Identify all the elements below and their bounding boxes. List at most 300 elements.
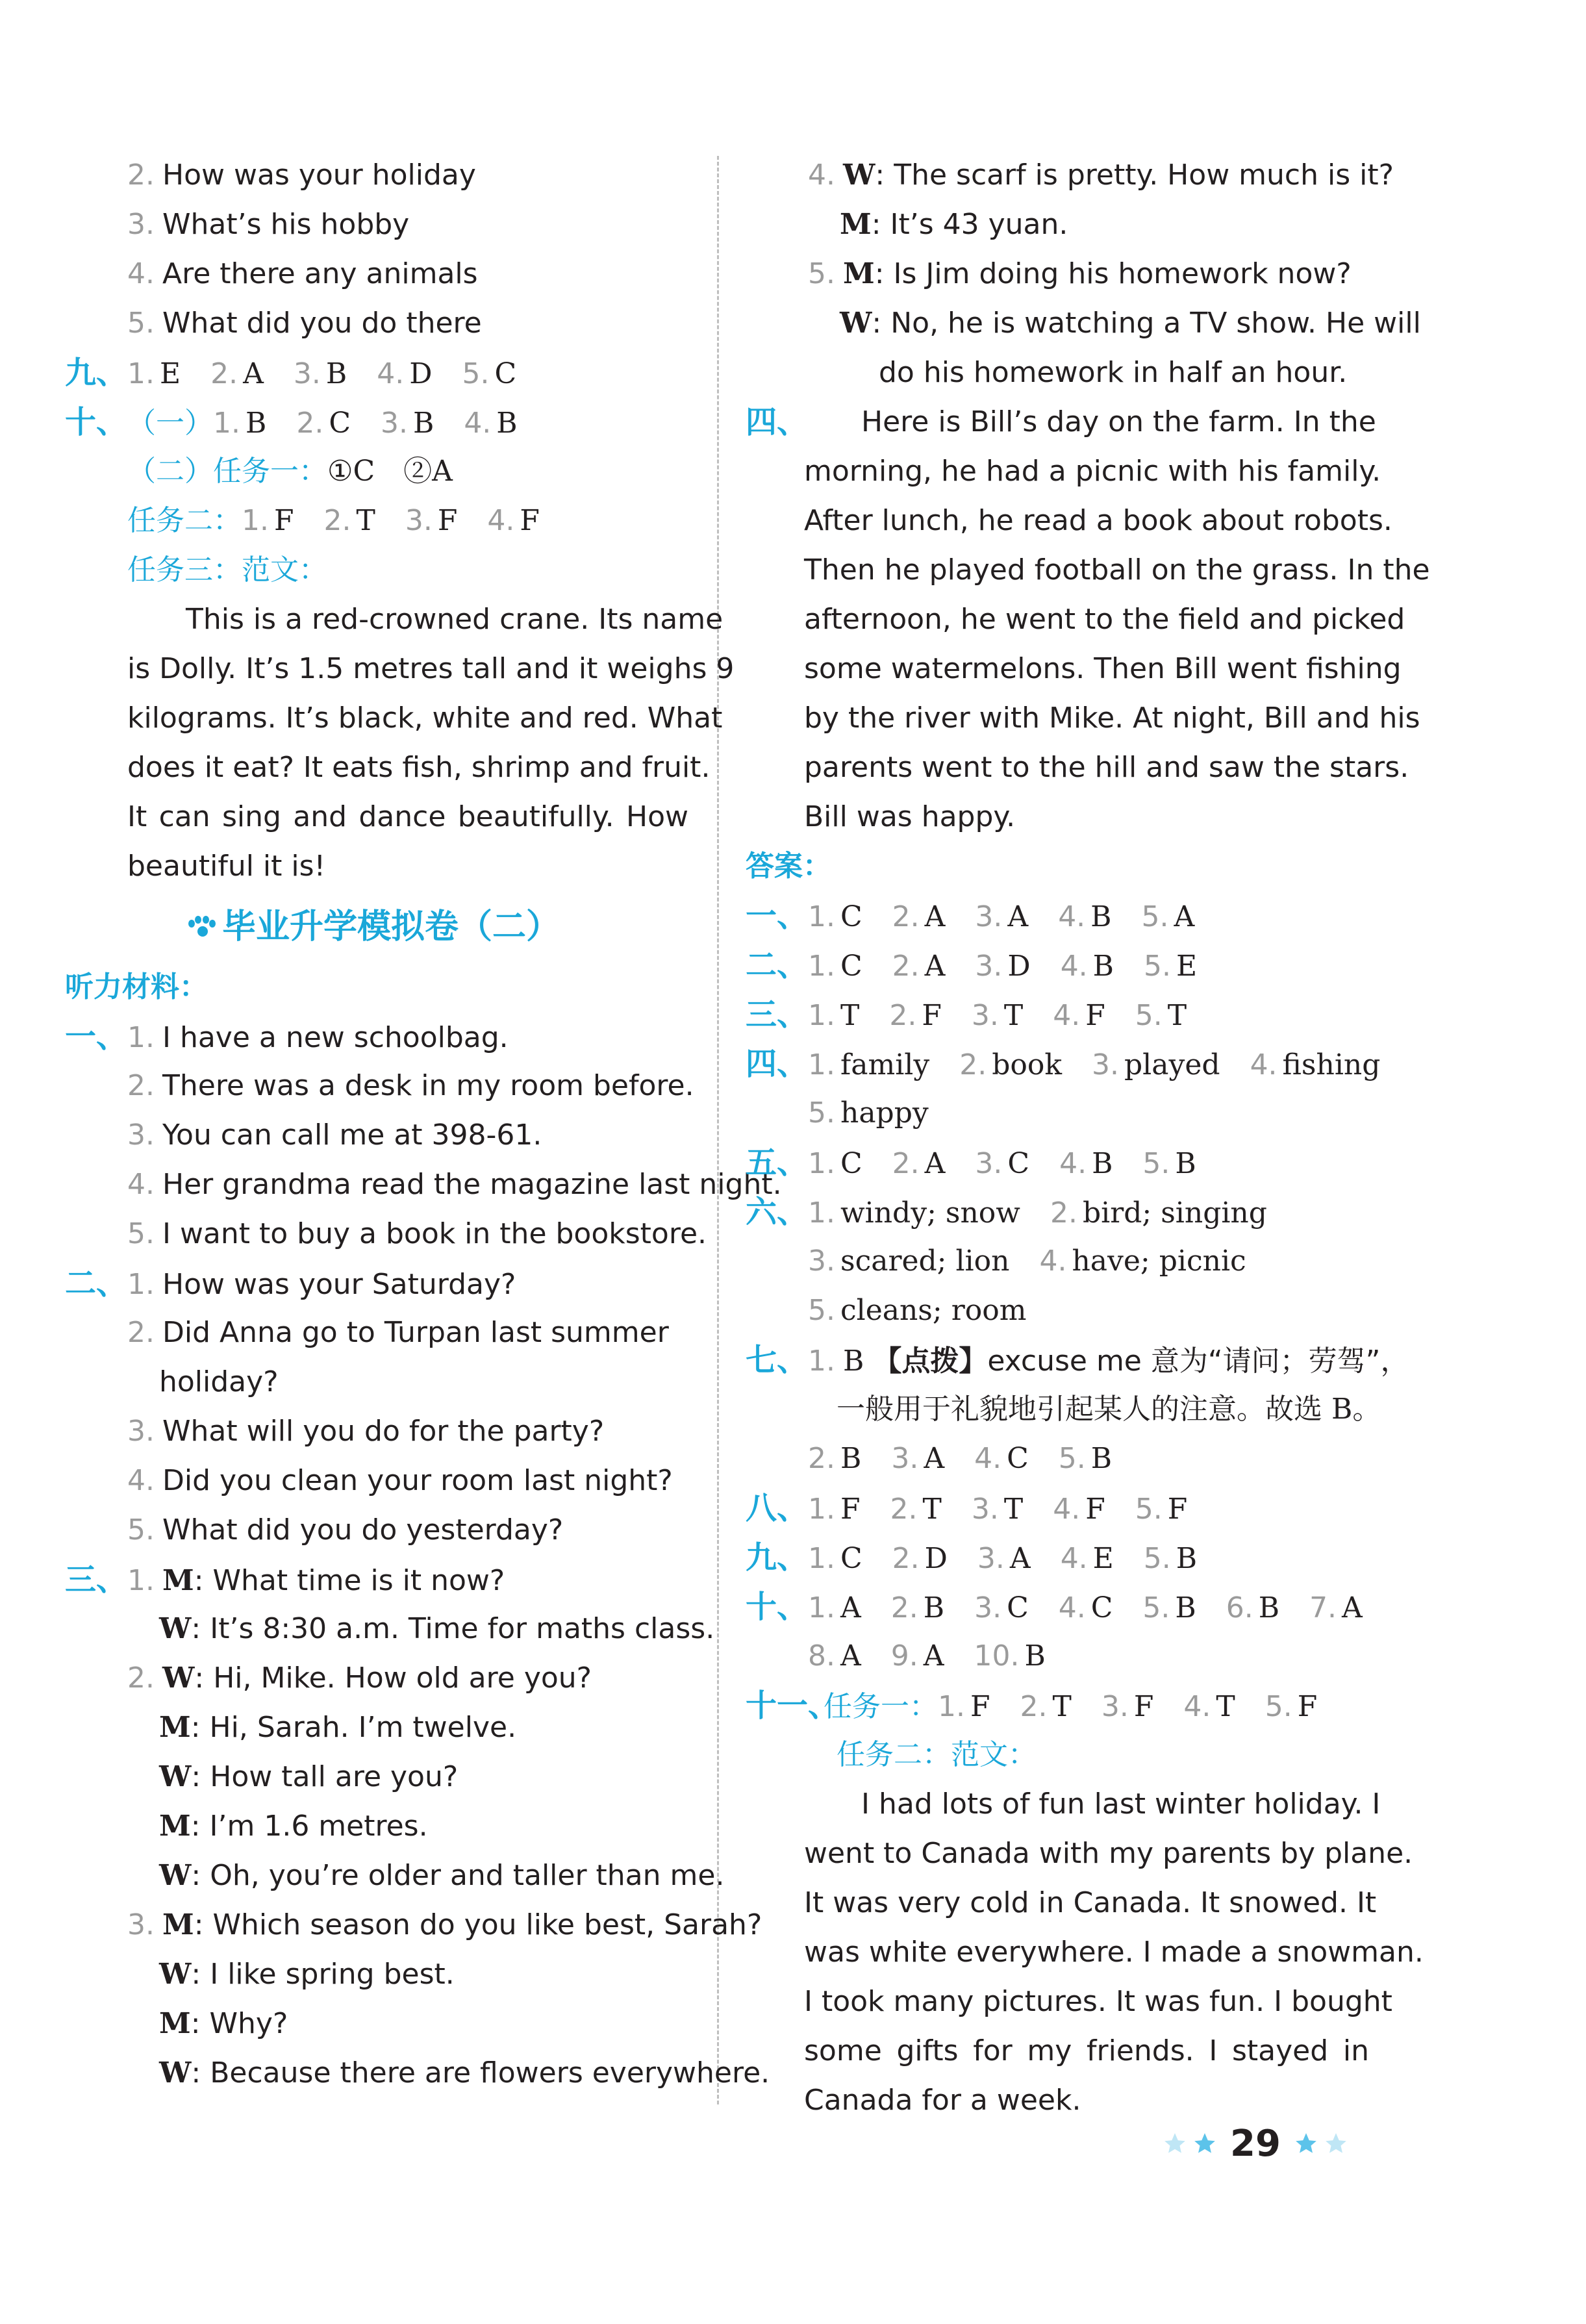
answer-item bbox=[1061, 942, 1114, 991]
answer-item bbox=[892, 1139, 946, 1189]
item-text: holiday? bbox=[159, 1365, 279, 1398]
answer-item bbox=[324, 496, 375, 546]
answer-item bbox=[808, 1089, 929, 1138]
colon: : bbox=[191, 1760, 210, 1793]
text-line bbox=[65, 249, 688, 299]
item-number: 5. bbox=[1058, 1442, 1086, 1475]
answer-item bbox=[808, 1189, 1020, 1238]
text-line bbox=[65, 1209, 707, 1259]
text-line bbox=[65, 1654, 688, 1703]
answer-item bbox=[974, 1632, 1046, 1681]
speaker: W bbox=[159, 2056, 192, 2090]
answer-value: B bbox=[496, 407, 518, 440]
task-answer: ①C ②A bbox=[327, 455, 453, 488]
item-number: 4. bbox=[1058, 900, 1086, 933]
item-number: 1. bbox=[808, 1048, 835, 1081]
question-marker: 三、 bbox=[65, 1561, 128, 1598]
item-number: 5. bbox=[808, 1096, 835, 1130]
text-line bbox=[65, 1061, 694, 1111]
item-number: 2. bbox=[296, 407, 324, 440]
answer-item bbox=[1050, 1189, 1267, 1238]
answer-item bbox=[1226, 1584, 1279, 1633]
answer-item bbox=[242, 496, 294, 546]
paragraph-line: morning, he had a picnic with his family. bbox=[804, 455, 1381, 488]
item-number: 3. bbox=[1092, 1048, 1120, 1081]
page-footer bbox=[1163, 2117, 1348, 2169]
text-line bbox=[746, 151, 1394, 200]
answer-item bbox=[1101, 1682, 1154, 1732]
item-number: 3. bbox=[405, 504, 433, 537]
paragraph-line: I took many pictures. It was fun. I bought bbox=[804, 1985, 1392, 2018]
speaker: W bbox=[159, 1859, 192, 1892]
item-text: Did you clean your room last night? bbox=[162, 1464, 673, 1497]
item-number: 4. bbox=[1039, 1244, 1067, 1278]
text-line bbox=[65, 2049, 770, 2098]
text-line bbox=[65, 1160, 782, 1209]
text-line bbox=[746, 1286, 1369, 1335]
item-number: 2. bbox=[127, 158, 155, 192]
item-text: What did you do there bbox=[162, 307, 482, 340]
speaker: M bbox=[159, 2007, 191, 2040]
item-text: Her grandma read the magazine last night. bbox=[162, 1168, 782, 1201]
item-number: 5. bbox=[1144, 950, 1171, 983]
text-line bbox=[746, 348, 1369, 398]
tip-label: 【点拨】 bbox=[873, 1345, 988, 1378]
colon: : bbox=[190, 1810, 210, 1843]
answer-item bbox=[889, 991, 942, 1041]
speaker: W bbox=[159, 1958, 192, 1991]
speaker: W bbox=[159, 1612, 192, 1645]
answer-item bbox=[1053, 991, 1105, 1041]
listening-label: 听力材料： bbox=[65, 970, 208, 1004]
item-text: What did you do yesterday? bbox=[162, 1513, 564, 1547]
text-line bbox=[746, 1138, 1369, 1187]
speaker: W bbox=[842, 158, 875, 192]
item-number: 1. bbox=[808, 1591, 835, 1624]
answer-value: C bbox=[840, 1147, 862, 1180]
text-line bbox=[65, 1012, 688, 1061]
colon: : bbox=[194, 1661, 214, 1695]
answer-value: E bbox=[1176, 950, 1198, 983]
question-marker: 十一、 bbox=[746, 1687, 840, 1724]
item-number: 4. bbox=[808, 158, 835, 192]
essay bbox=[746, 1780, 1424, 2125]
item-number: 2. bbox=[959, 1048, 987, 1081]
item-number: 1. bbox=[808, 1147, 835, 1180]
speaker: W bbox=[840, 307, 872, 340]
question-marker: 十、 bbox=[746, 1589, 809, 1625]
answer-value: B bbox=[245, 407, 267, 440]
text-line bbox=[746, 1434, 1369, 1484]
question-marker: 九、 bbox=[65, 355, 128, 391]
item-text: There was a desk in my room before. bbox=[162, 1069, 694, 1102]
answer-value: A bbox=[243, 357, 264, 390]
question-marker: 二、 bbox=[746, 947, 809, 983]
sub-label: 任务二： bbox=[127, 504, 242, 537]
item-number: 3. bbox=[977, 1542, 1005, 1575]
dialogue-text: It’s 43 yuan. bbox=[890, 208, 1068, 241]
text-line bbox=[746, 941, 1369, 990]
item-number: 3. bbox=[127, 1415, 155, 1448]
dialogue-text: No, he is watching a TV show. He will bbox=[890, 307, 1421, 340]
answer-item bbox=[808, 942, 862, 991]
paragraph-line: some gifts for my friends. I stayed in bbox=[804, 2034, 1369, 2067]
answer-value: F bbox=[922, 999, 942, 1032]
item-number: 4. bbox=[127, 257, 155, 290]
text-line bbox=[65, 1358, 688, 1407]
answer-item bbox=[377, 349, 432, 399]
answer-item bbox=[977, 1534, 1031, 1584]
answer-value: T bbox=[1052, 1690, 1072, 1723]
text-line bbox=[65, 151, 688, 200]
answer-item bbox=[974, 1584, 1029, 1633]
answer-item bbox=[808, 1632, 861, 1681]
answer-item bbox=[1061, 1534, 1114, 1584]
item-number: 3. bbox=[891, 1442, 919, 1475]
item-number: 1. bbox=[127, 1564, 155, 1597]
answer-value: T bbox=[1216, 1690, 1235, 1723]
item-text: What’s his hobby bbox=[162, 208, 410, 241]
answer-item bbox=[1059, 1584, 1113, 1633]
answer-item bbox=[1039, 1237, 1246, 1286]
text-line bbox=[746, 1089, 1369, 1138]
item-number: 2. bbox=[890, 1591, 918, 1624]
answer-item bbox=[808, 1584, 861, 1633]
item-number: 9. bbox=[890, 1639, 918, 1673]
answer-item bbox=[464, 399, 517, 448]
text-line bbox=[746, 1335, 1409, 1385]
item-number: 1. bbox=[808, 1493, 835, 1526]
answer-value: B bbox=[1258, 1591, 1280, 1624]
item-number: 1. bbox=[808, 950, 835, 983]
answer-value: A bbox=[1342, 1591, 1363, 1624]
question-marker: 一、 bbox=[746, 898, 809, 934]
item-number: 3. bbox=[974, 1591, 1002, 1624]
star-icon bbox=[1294, 2131, 1318, 2156]
item-number: 4. bbox=[127, 1168, 155, 1201]
answer-value: T bbox=[1167, 999, 1187, 1032]
answer-value: C bbox=[1090, 1591, 1113, 1624]
answer-value: played bbox=[1124, 1048, 1220, 1081]
dialogue-text: I like spring best. bbox=[210, 1958, 455, 1991]
colon: : bbox=[874, 257, 894, 290]
paragraph-line: parents went to the hill and saw the stars. bbox=[804, 751, 1409, 784]
answer-item bbox=[1092, 1041, 1220, 1090]
answer-item bbox=[808, 1434, 861, 1484]
item-number: 3. bbox=[975, 900, 1003, 933]
answer-value: book bbox=[992, 1048, 1063, 1081]
question-marker: 八、 bbox=[746, 1490, 809, 1526]
item-number: 4. bbox=[464, 407, 492, 440]
question-marker: 四、 bbox=[746, 404, 809, 440]
item-number: 1. bbox=[127, 1021, 155, 1054]
page-number: 29 bbox=[1230, 2122, 1281, 2165]
answer-value: A bbox=[1174, 900, 1195, 933]
item-text: I want to buy a book in the bookstore. bbox=[162, 1217, 707, 1250]
answer-item bbox=[1135, 1485, 1188, 1534]
answer-item bbox=[959, 1041, 1062, 1090]
item-number: 1. bbox=[242, 504, 269, 537]
dialogue-text: Is Jim doing his homework now? bbox=[893, 257, 1352, 290]
answer-item bbox=[808, 1286, 1026, 1335]
item-number: 5. bbox=[462, 357, 490, 390]
item-number: 2. bbox=[210, 357, 238, 390]
item-number: 5. bbox=[1142, 1591, 1170, 1624]
item-number: 1. bbox=[808, 900, 835, 933]
paw-icon bbox=[188, 916, 217, 942]
text-line bbox=[65, 1901, 762, 1950]
item-number: 1. bbox=[808, 1345, 835, 1378]
answer-item bbox=[808, 1485, 861, 1534]
answer-value: A bbox=[840, 1591, 861, 1624]
answer-value: B bbox=[840, 1442, 862, 1475]
item-number: 1. bbox=[127, 357, 155, 390]
answer-value: A bbox=[924, 900, 946, 933]
item-number: 5. bbox=[1265, 1690, 1292, 1723]
text-line bbox=[65, 299, 688, 348]
passage-body bbox=[746, 398, 1430, 842]
answer-item bbox=[405, 496, 458, 546]
item-number: 4. bbox=[1053, 999, 1081, 1032]
answer-value: F bbox=[520, 504, 540, 537]
item-number: 1. bbox=[808, 999, 835, 1032]
item-number: 4. bbox=[1060, 950, 1088, 983]
item-number: 5. bbox=[1141, 900, 1169, 933]
star-icon bbox=[1163, 2131, 1187, 2156]
section-title-text: 毕业升学模拟卷（二） bbox=[222, 907, 560, 946]
answer-value: F bbox=[970, 1690, 990, 1723]
dialogue-text: Which season do you like best, Sarah? bbox=[212, 1908, 762, 1941]
answer-item bbox=[462, 349, 516, 399]
item-number: 3. bbox=[380, 407, 408, 440]
text-line bbox=[746, 1582, 1369, 1632]
text-line bbox=[65, 1604, 715, 1654]
text-line bbox=[746, 891, 1369, 941]
text-line bbox=[65, 1802, 688, 1851]
item-number: 5. bbox=[1142, 1147, 1170, 1180]
answer-value: A bbox=[924, 1147, 946, 1180]
answer-value: F bbox=[1085, 1493, 1105, 1526]
answer-item bbox=[975, 892, 1028, 942]
speaker: M bbox=[159, 1810, 191, 1843]
answer-value: T bbox=[922, 1493, 942, 1526]
item-text: How was your Saturday? bbox=[162, 1268, 516, 1301]
answer-item bbox=[127, 349, 181, 399]
column-divider bbox=[717, 156, 719, 2104]
question-marker: 六、 bbox=[746, 1194, 809, 1230]
paragraph-line: went to Canada with my parents by plane. bbox=[804, 1837, 1413, 1870]
answer-item bbox=[808, 991, 859, 1041]
paragraph-line: Then he played football on the grass. In the bbox=[804, 553, 1430, 587]
paragraph-line: I had lots of fun last winter holiday. I bbox=[861, 1787, 1381, 1821]
answer-item bbox=[487, 496, 540, 546]
answer-value: T bbox=[1003, 1493, 1024, 1526]
answer-value: B bbox=[1176, 1542, 1198, 1575]
sub-label: 任务二：范文： bbox=[837, 1738, 1037, 1771]
item-number: 5. bbox=[808, 257, 835, 290]
reading-passage bbox=[746, 398, 1430, 842]
text-line bbox=[65, 348, 688, 398]
tip-text: 一般用于礼貌地引起某人的注意。故选 B。 bbox=[837, 1393, 1381, 1426]
speaker: M bbox=[162, 1564, 194, 1597]
dialogue-text: Why? bbox=[209, 2007, 288, 2040]
star-icon bbox=[1192, 2131, 1217, 2156]
answer-label: 答案： bbox=[746, 850, 831, 883]
right-column bbox=[746, 151, 1430, 2125]
item-number: 5. bbox=[127, 1513, 155, 1547]
answer-item bbox=[891, 1434, 944, 1484]
item-number: 3. bbox=[971, 1493, 999, 1526]
text-line bbox=[65, 1308, 688, 1358]
answer-value: C bbox=[1007, 1442, 1029, 1475]
answer-value: D bbox=[924, 1542, 948, 1575]
answer-item bbox=[974, 1434, 1029, 1484]
question-marker: 九、 bbox=[746, 1539, 809, 1576]
text-line bbox=[746, 200, 1369, 249]
colon: : bbox=[190, 2007, 210, 2040]
paragraph-line: by the river with Mike. At night, Bill and his bbox=[804, 701, 1420, 735]
answer-value: B bbox=[1090, 900, 1112, 933]
paragraph bbox=[804, 1780, 1424, 2125]
tip-text: excuse me 意为“请问；劳驾”， bbox=[987, 1345, 1409, 1378]
item-number: 4. bbox=[127, 1464, 155, 1497]
item-number: 2. bbox=[890, 1493, 918, 1526]
sub-label: 任务一： bbox=[824, 1690, 938, 1723]
answer-value: B bbox=[1092, 950, 1114, 983]
section-title bbox=[65, 891, 688, 963]
answer-item bbox=[1144, 1534, 1197, 1584]
dialogue-text: do his homework in half an hour. bbox=[879, 356, 1348, 389]
paragraph-line: After lunch, he read a book about robots. bbox=[804, 504, 1392, 537]
dialogue-text: It’s 8:30 a.m. Time for maths class. bbox=[210, 1612, 715, 1645]
text-line bbox=[65, 1111, 688, 1160]
colon: : bbox=[194, 1564, 213, 1597]
text-line bbox=[746, 1484, 1369, 1533]
answer-item bbox=[1020, 1682, 1072, 1732]
answer-item bbox=[808, 1534, 862, 1584]
answer-value: F bbox=[437, 504, 458, 537]
answer-value: D bbox=[1007, 950, 1031, 983]
text-line bbox=[746, 990, 1369, 1039]
colon: : bbox=[871, 208, 890, 241]
item-number: 4. bbox=[1053, 1493, 1081, 1526]
answer-value: B bbox=[1024, 1639, 1046, 1673]
answer-value: cleans; room bbox=[840, 1294, 1027, 1327]
answer-value: C bbox=[1007, 1147, 1030, 1180]
text-line bbox=[746, 842, 1369, 891]
answer-value: C bbox=[840, 900, 862, 933]
answer-value: T bbox=[840, 999, 860, 1032]
answer-value: F bbox=[273, 504, 294, 537]
item-text: Did Anna go to Turpan last summer bbox=[162, 1316, 669, 1349]
text-line bbox=[65, 200, 688, 249]
speaker: M bbox=[162, 1908, 194, 1941]
answer-item bbox=[892, 892, 946, 942]
paragraph-line: kilograms. It’s black, white and red. What bbox=[127, 701, 723, 735]
item-number: 1. bbox=[213, 407, 240, 440]
paragraph bbox=[127, 595, 735, 891]
answer-value: A bbox=[923, 1639, 944, 1673]
question-marker: 五、 bbox=[746, 1144, 809, 1181]
dialogue-text: How tall are you? bbox=[210, 1760, 459, 1793]
answer-item bbox=[972, 1485, 1023, 1534]
answer-item bbox=[808, 1139, 862, 1189]
answer-item bbox=[972, 991, 1023, 1041]
speaker: W bbox=[162, 1661, 195, 1695]
paragraph-line: Canada for a week. bbox=[804, 2084, 1081, 2117]
text-line bbox=[746, 1730, 1369, 1780]
text-line bbox=[746, 249, 1369, 299]
item-number: 7. bbox=[1309, 1591, 1337, 1624]
item-number: 2. bbox=[127, 1661, 155, 1695]
answer-item bbox=[1059, 1139, 1113, 1189]
dialogue-text: The scarf is pretty. How much is it? bbox=[894, 158, 1394, 192]
answer-value: F bbox=[840, 1493, 861, 1526]
answer-item bbox=[891, 1584, 944, 1633]
text-line bbox=[65, 1703, 688, 1752]
answer-value: B bbox=[1092, 1147, 1113, 1180]
item-number: 5. bbox=[808, 1294, 835, 1327]
sub-label: （一） bbox=[127, 407, 213, 440]
colon: : bbox=[194, 1908, 213, 1941]
answer-item bbox=[1250, 1041, 1381, 1090]
dialogue-text: What time is it now? bbox=[212, 1564, 505, 1597]
sub-label: 任务三：范文： bbox=[127, 553, 327, 587]
item-number: 4. bbox=[974, 1442, 1002, 1475]
item-number: 4. bbox=[1060, 1542, 1088, 1575]
answer-item bbox=[1135, 991, 1187, 1041]
text-line bbox=[746, 1533, 1369, 1582]
answer-item bbox=[975, 1139, 1029, 1189]
paragraph-line: is Dolly. It’s 1.5 metres tall and it weighs 9 bbox=[127, 652, 735, 685]
text-line bbox=[746, 1187, 1369, 1237]
text-line bbox=[65, 496, 688, 546]
answer-value: A bbox=[840, 1639, 861, 1673]
answer-value: B bbox=[1090, 1442, 1113, 1475]
answer-value: fishing bbox=[1282, 1048, 1381, 1081]
sub-label: （二）任务一： bbox=[127, 455, 327, 488]
paragraph-line: It was very cold in Canada. It snowed. It bbox=[804, 1886, 1377, 1919]
paragraph-line: does it eat? It eats fish, shrimp and fruit. bbox=[127, 751, 711, 784]
text-line bbox=[746, 1385, 1381, 1434]
answer-item bbox=[890, 1485, 942, 1534]
text-line bbox=[65, 398, 688, 447]
item-number: 4. bbox=[1183, 1690, 1211, 1723]
answer-item bbox=[1309, 1584, 1363, 1633]
colon: : bbox=[191, 1958, 210, 1991]
answer-item bbox=[892, 942, 946, 991]
dialogue-text: I’m 1.6 metres. bbox=[209, 1810, 428, 1843]
answer-item bbox=[294, 349, 347, 399]
item-number: 5. bbox=[127, 307, 155, 340]
item-number: 2. bbox=[892, 950, 920, 983]
answer-value: C bbox=[494, 357, 517, 390]
answer-item bbox=[1053, 1485, 1105, 1534]
text-line bbox=[65, 1456, 688, 1506]
paragraph-line: beautiful it is! bbox=[127, 850, 326, 883]
text-line bbox=[65, 963, 688, 1012]
text-line bbox=[65, 1851, 725, 1901]
speaker: W bbox=[159, 1760, 192, 1793]
item-number: 2. bbox=[892, 900, 920, 933]
answer-item bbox=[892, 1534, 948, 1584]
answer-item bbox=[1144, 942, 1197, 991]
answer-value: happy bbox=[840, 1096, 929, 1130]
item-number: 1. bbox=[808, 1196, 835, 1230]
dialogue-text: Hi, Mike. How old are you? bbox=[213, 1661, 592, 1695]
answer-value: family bbox=[840, 1048, 930, 1081]
speaker: M bbox=[159, 1711, 191, 1744]
